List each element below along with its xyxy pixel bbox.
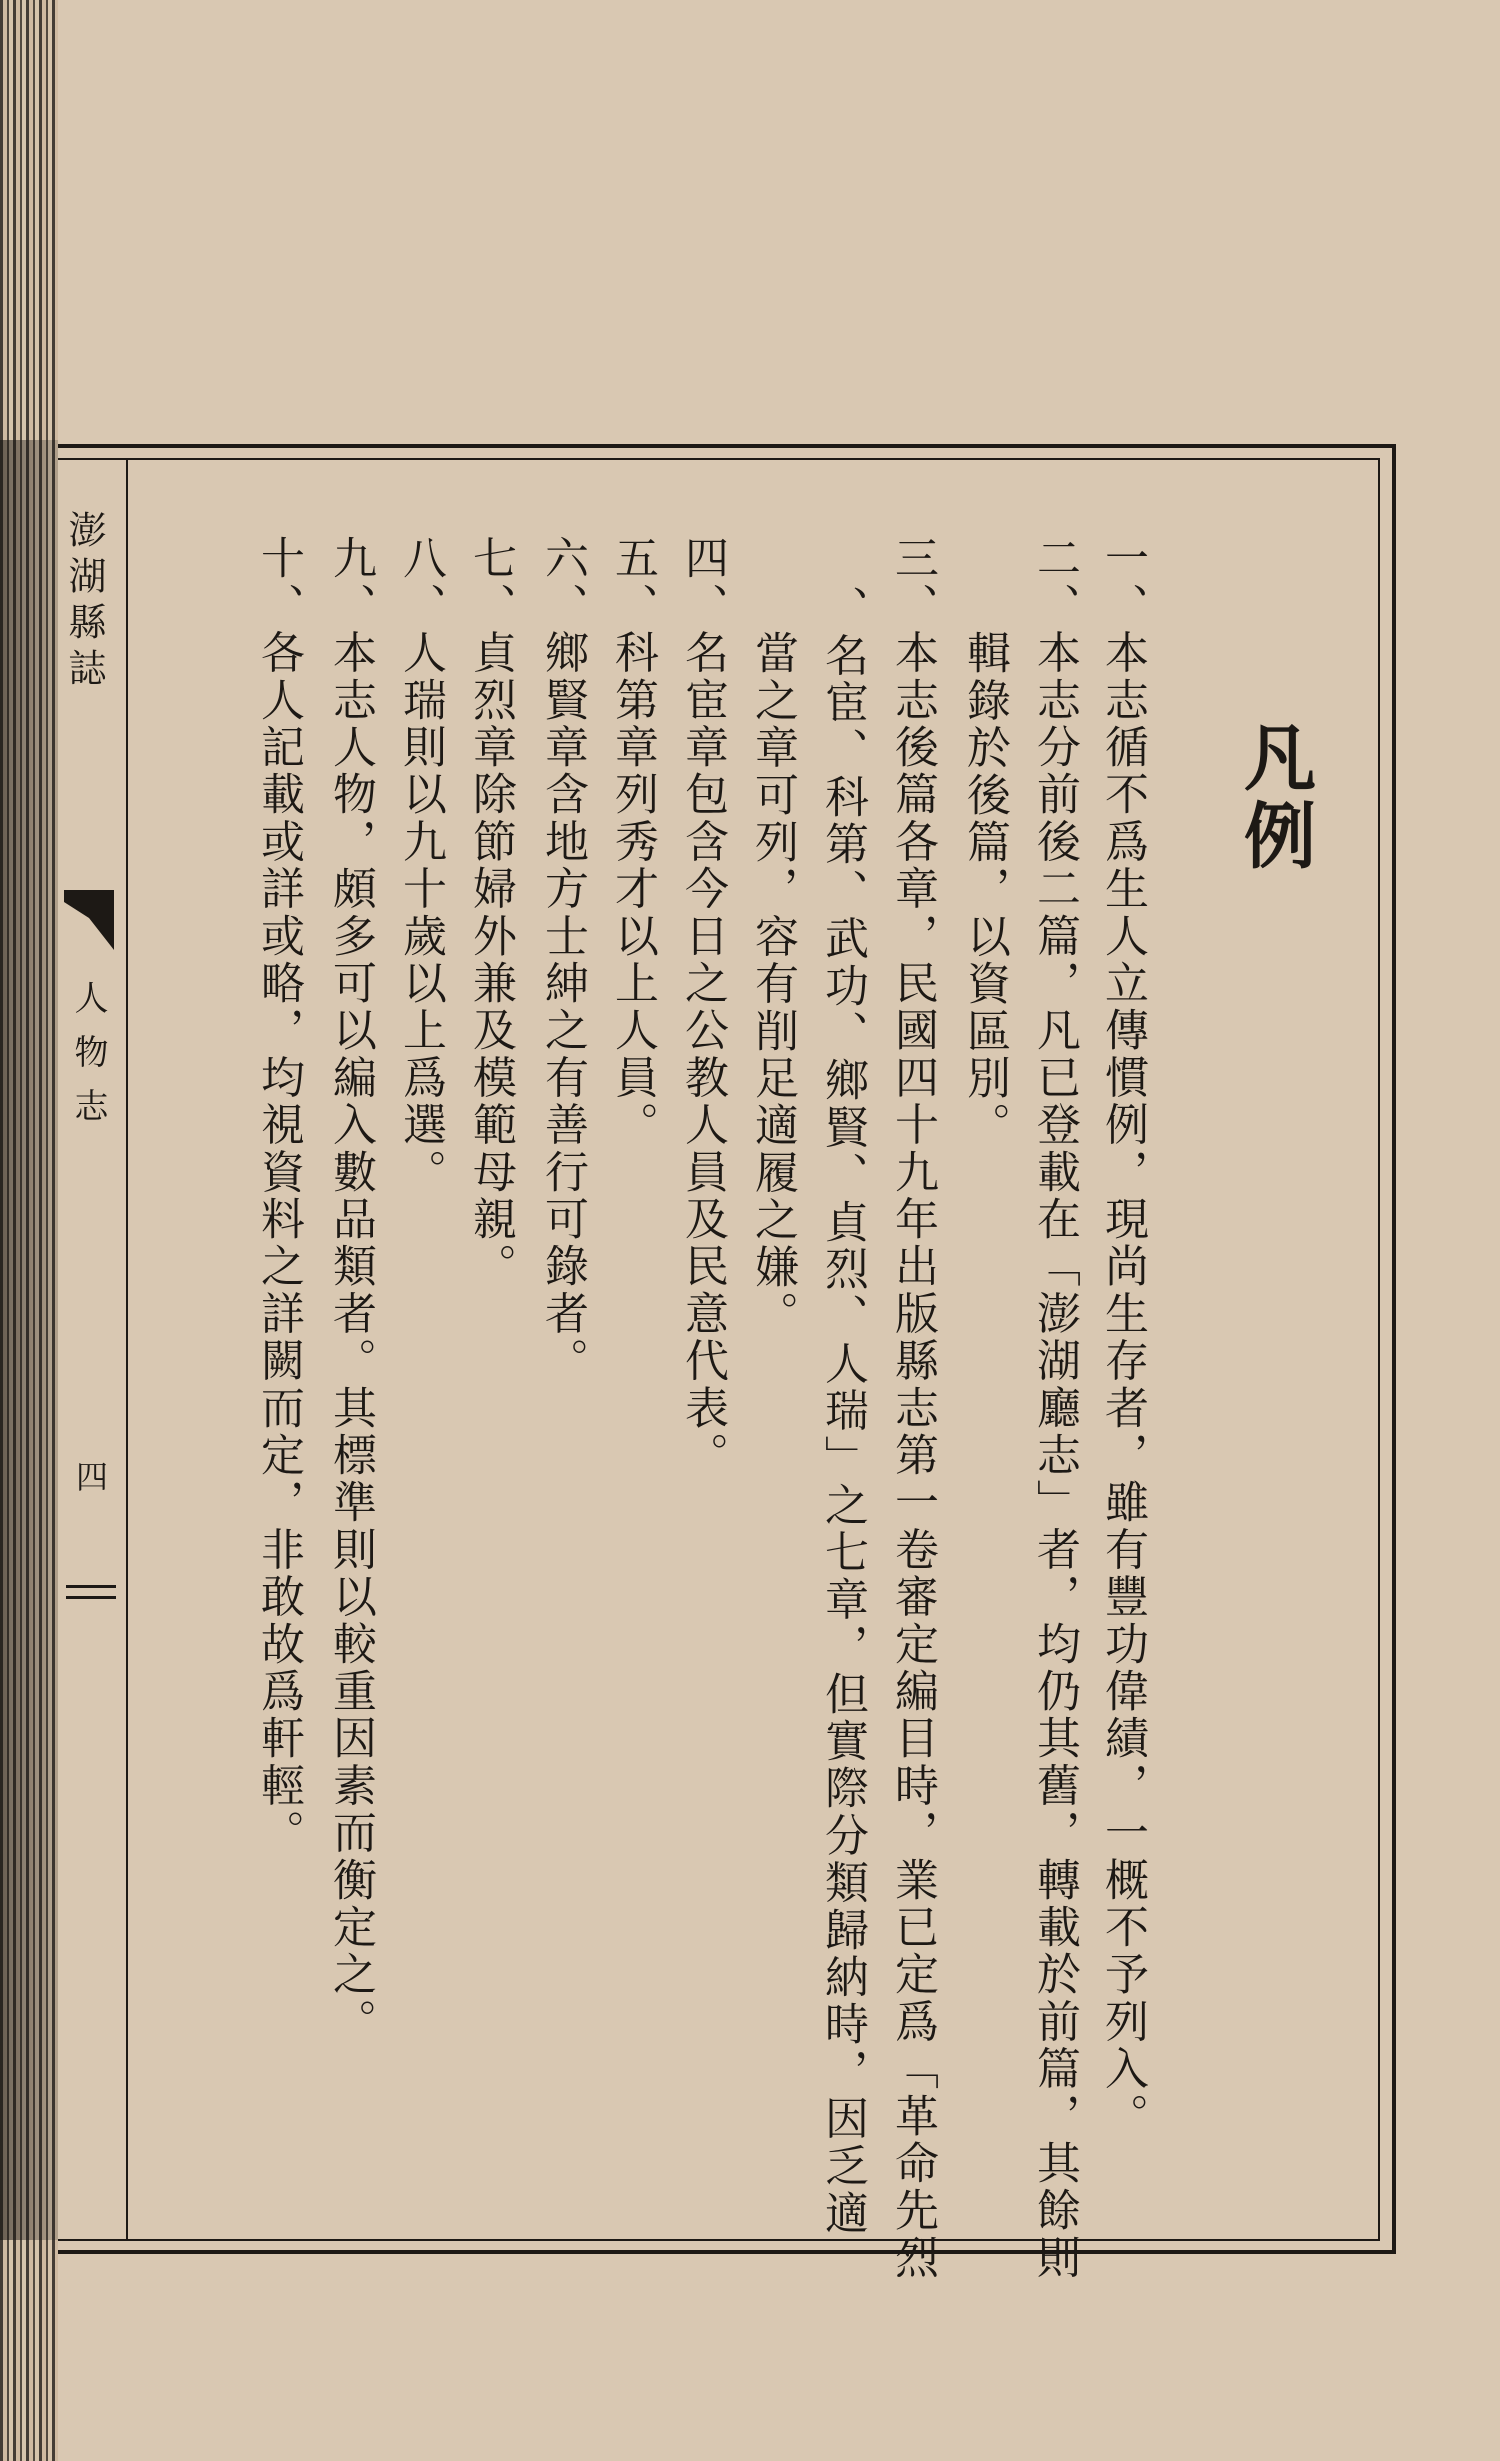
rule-item-2: 二、本志分前後二篇，凡已登載在「澎湖廳志」者，均仍其舊，轉載於前篇，其餘則 (1029, 535, 1080, 2282)
rule-item-10: 十、各人記載或詳或略，均視資料之詳闕而定，非敢故爲軒輕。 (253, 535, 304, 1857)
rule-item-2-cont: 輯錄於後篇，以資區別。 (959, 630, 1010, 1150)
fishtail-mark-icon (64, 890, 114, 950)
edge-rule (66, 1585, 116, 1588)
rule-item-3-cont2: 當之章可列，容有削足適履之嫌。 (747, 630, 798, 1338)
rule-item-7: 七、貞烈章除節婦外兼及模範母親。 (465, 535, 516, 1291)
rule-item-9: 九、本志人物，頗多可以編入數品類者。其標準則以較重因素而衡定之。 (325, 535, 376, 2046)
page-title: 凡例 (1232, 720, 1317, 876)
edge-strip (58, 458, 128, 2241)
rule-item-3-cont: 、名宦、科第、武功、鄉賢、貞烈、人瑞」之七章，但實際分類歸納時，因乏適 (817, 585, 868, 2237)
rule-item-1: 一、本志循不爲生人立傳慣例，現尚生存者，雖有豐功偉績，一概不予列入。 (1097, 535, 1148, 2140)
rule-item-6: 六、鄉賢章含地方士紳之有善行可錄者。 (537, 535, 588, 1385)
edge-rule (66, 1596, 116, 1599)
rule-item-5: 五、科第章列秀才以上人員。 (607, 535, 658, 1149)
rule-item-8: 八、人瑞則以九十歲以上爲選。 (395, 535, 446, 1196)
edge-section-title: 人物志 (68, 980, 108, 1142)
binding-shadow (0, 440, 58, 2240)
edge-page-number: 四 (71, 1460, 109, 1500)
rule-item-4: 四、名宦章包含今日之公教人員及民意代表。 (677, 535, 728, 1479)
edge-book-title: 澎湖縣誌 (62, 510, 106, 694)
rule-item-3: 三、本志後篇各章，民國四十九年出版縣志第一卷審定編目時，業已定爲「革命先烈 (887, 535, 938, 2282)
